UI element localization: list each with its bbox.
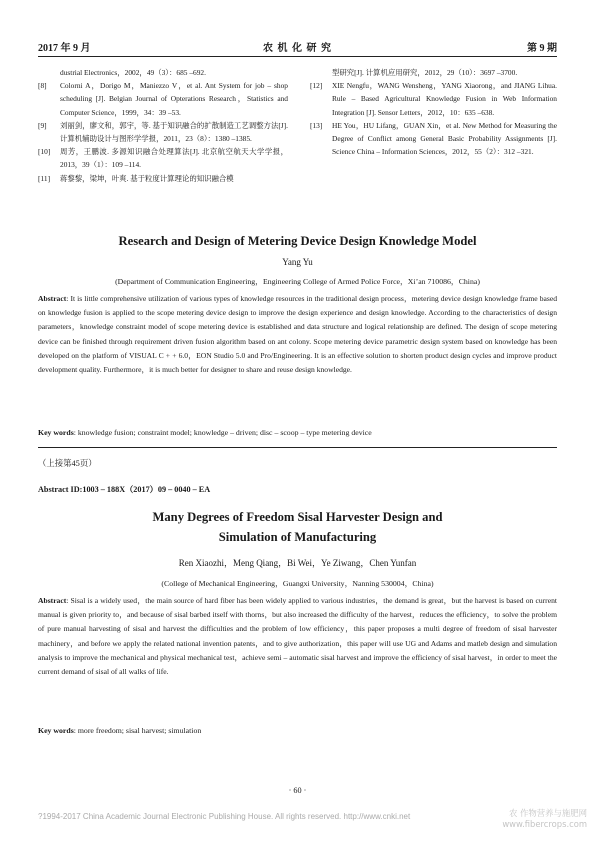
- abstract-label: Abstract: [38, 596, 67, 605]
- reference-item: [9] 刘丽剑，廖文和，郭宇，等. 基于知识融合的扩散制造工艺调整方法[J]. 计算机辅助设计与图形学学报，2011，23（8）：1380 –1385.: [38, 120, 288, 144]
- reference-item: [8] Colorni A，Dorigo M，Maniezzo V，et al. Ant System for job – shop scheduling [J]. Belgian Journal of Opterations Research，Statistics and Computer Science，1999，34：39 –53.: [38, 81, 288, 117]
- header-rule: [38, 56, 557, 57]
- article2-authors: Ren Xiaozhi，Meng Qiang，Bi Wei，Ye Ziwang，Chen Yunfan: [178, 558, 417, 568]
- reference-item: [10] 周芳，王鹏波. 多源知识融合处理算法[J]. 北京航空航天大学学报，2013，39（1）：109 –114.: [38, 147, 288, 170]
- continued-from-note: （上接第45页）: [38, 459, 97, 468]
- reference-item: [11] 蒋黎黎，梁坤，叶爽. 基于粒度计算理论的知识融合模: [38, 173, 234, 183]
- article1-title: Research and Design of Metering Device Design Knowledge Model: [118, 234, 477, 248]
- article2-abstract: [38, 594, 557, 679]
- article2-title-line2: Simulation of Manufacturing: [218, 530, 377, 544]
- article1-abstract: [38, 292, 557, 377]
- article2-keywords: [38, 726, 557, 735]
- article2-affiliation: (College of Mechanical Engineering，Guangxi University，Nanning 530004，China): [161, 579, 434, 588]
- header-journal-title: 农 机 化 研 究: [263, 43, 332, 54]
- keywords-text: : more freedom; sisal harvest; simulation: [73, 726, 202, 735]
- abstract-text: : Sisal is a widely used，the main source of hard fiber has been widely applied to various industries，the demand is great，but the harvest is based on current manual is given priority to，and because of sisal barbed itself with thorns，but also increased the difficulty of the harvest，reduces the efficiency，to solve the problem of pure manual harvesting of sisal and harvest the difficulties and the problem of low efficiency，this paper proposes a multi degree of freedom of sisal harvester machinery，and before we apply the related national invention patents，and to give authorization，this paper will use UG and Adams and matleb design and simulation analysis to improve the mechanical and physical mechanical test，achieve semi – automatic sisal harvest and improve the efficiency of sisal harvest，in order to meet the current demand of sisal of all walks of life.: [38, 596, 557, 677]
- header-date: 2017 年 9 月: [38, 43, 91, 54]
- keywords-label: Key words: [38, 428, 74, 437]
- site-watermark: 农 作物营养与施肥网 www.fibercrops.com: [502, 808, 587, 829]
- reference-item: [13] HE You，HU Lifang，GUAN Xin，et al. New Method for Measuring the Degree of Conflict among General Basic Probability Assignments [J]. Science China – Information Sciences，2012，55（2）：312 –321.: [310, 120, 557, 157]
- reference-item: [12] XIE Nengfu，WANG Wensheng，YANG Xiaorong，and JIANG Lihua. Rule – Based Agricultural Knowledge Fusion in Web Information Integration [J]. Sensor Letters，2012，10：635 –638.: [310, 81, 557, 117]
- section-separator: [38, 447, 557, 448]
- keywords-label: Key words: [38, 726, 74, 735]
- article1-keywords: [38, 428, 557, 437]
- reference-item: dustrial Electronics，2002，49（3）：685 –692.: [60, 68, 206, 77]
- references-right-column: [310, 66, 557, 158]
- page-number: · 60 ·: [288, 786, 307, 795]
- header-issue: 第 9 期: [527, 43, 557, 54]
- abstract-text: : It is little comprehensive utilization of various types of knowledge resources in the traditional design process，metering device design knowledge frame based on knowledge fusion is applied to the scope metering device design to improve the design experience and design knowledge. According to the characteristics of design parameters，knowledge constraint model of scope metering device is established and data structure and logical relationship are defined. The design of scope metering device can be finished through requirement driven fusion algorithm based on ant colony. Scope metering device parametric design system based on knowledge has been developed on the platform of VISUAL C + + 6.0，EON Studio 5.0 and Pro/Engineering. It is an effective solution to shorten product design cycles and improve product development quality. Furthermore，it is much better for designer to share and reuse design knowledge.: [38, 294, 557, 375]
- abstract-id: Abstract ID:1003 – 188X（2017）09 – 0040 – EA: [38, 485, 211, 494]
- article1-author: Yang Yu: [282, 257, 313, 267]
- references-left-column: [38, 66, 288, 185]
- article1-affiliation: (Department of Communication Engineering，Engineering College of Armed Police Force，Xi’an 710086，China): [115, 277, 480, 286]
- running-header: [38, 39, 557, 53]
- keywords-text: : knowledge fusion; constraint model; knowledge – driven; disc – scoop – type metering device: [73, 428, 372, 437]
- copyright-footer: ?1994-2017 China Academic Journal Electronic Publishing House. All rights reserved. http://www.cnki.net: [38, 812, 411, 821]
- article2-title-line1: Many Degrees of Freedom Sisal Harvester Design and: [152, 510, 443, 524]
- reference-item: 型研究[J]. 计算机应用研究，2012，29（10）：3697 –3700.: [332, 68, 518, 77]
- abstract-label: Abstract: [38, 294, 67, 303]
